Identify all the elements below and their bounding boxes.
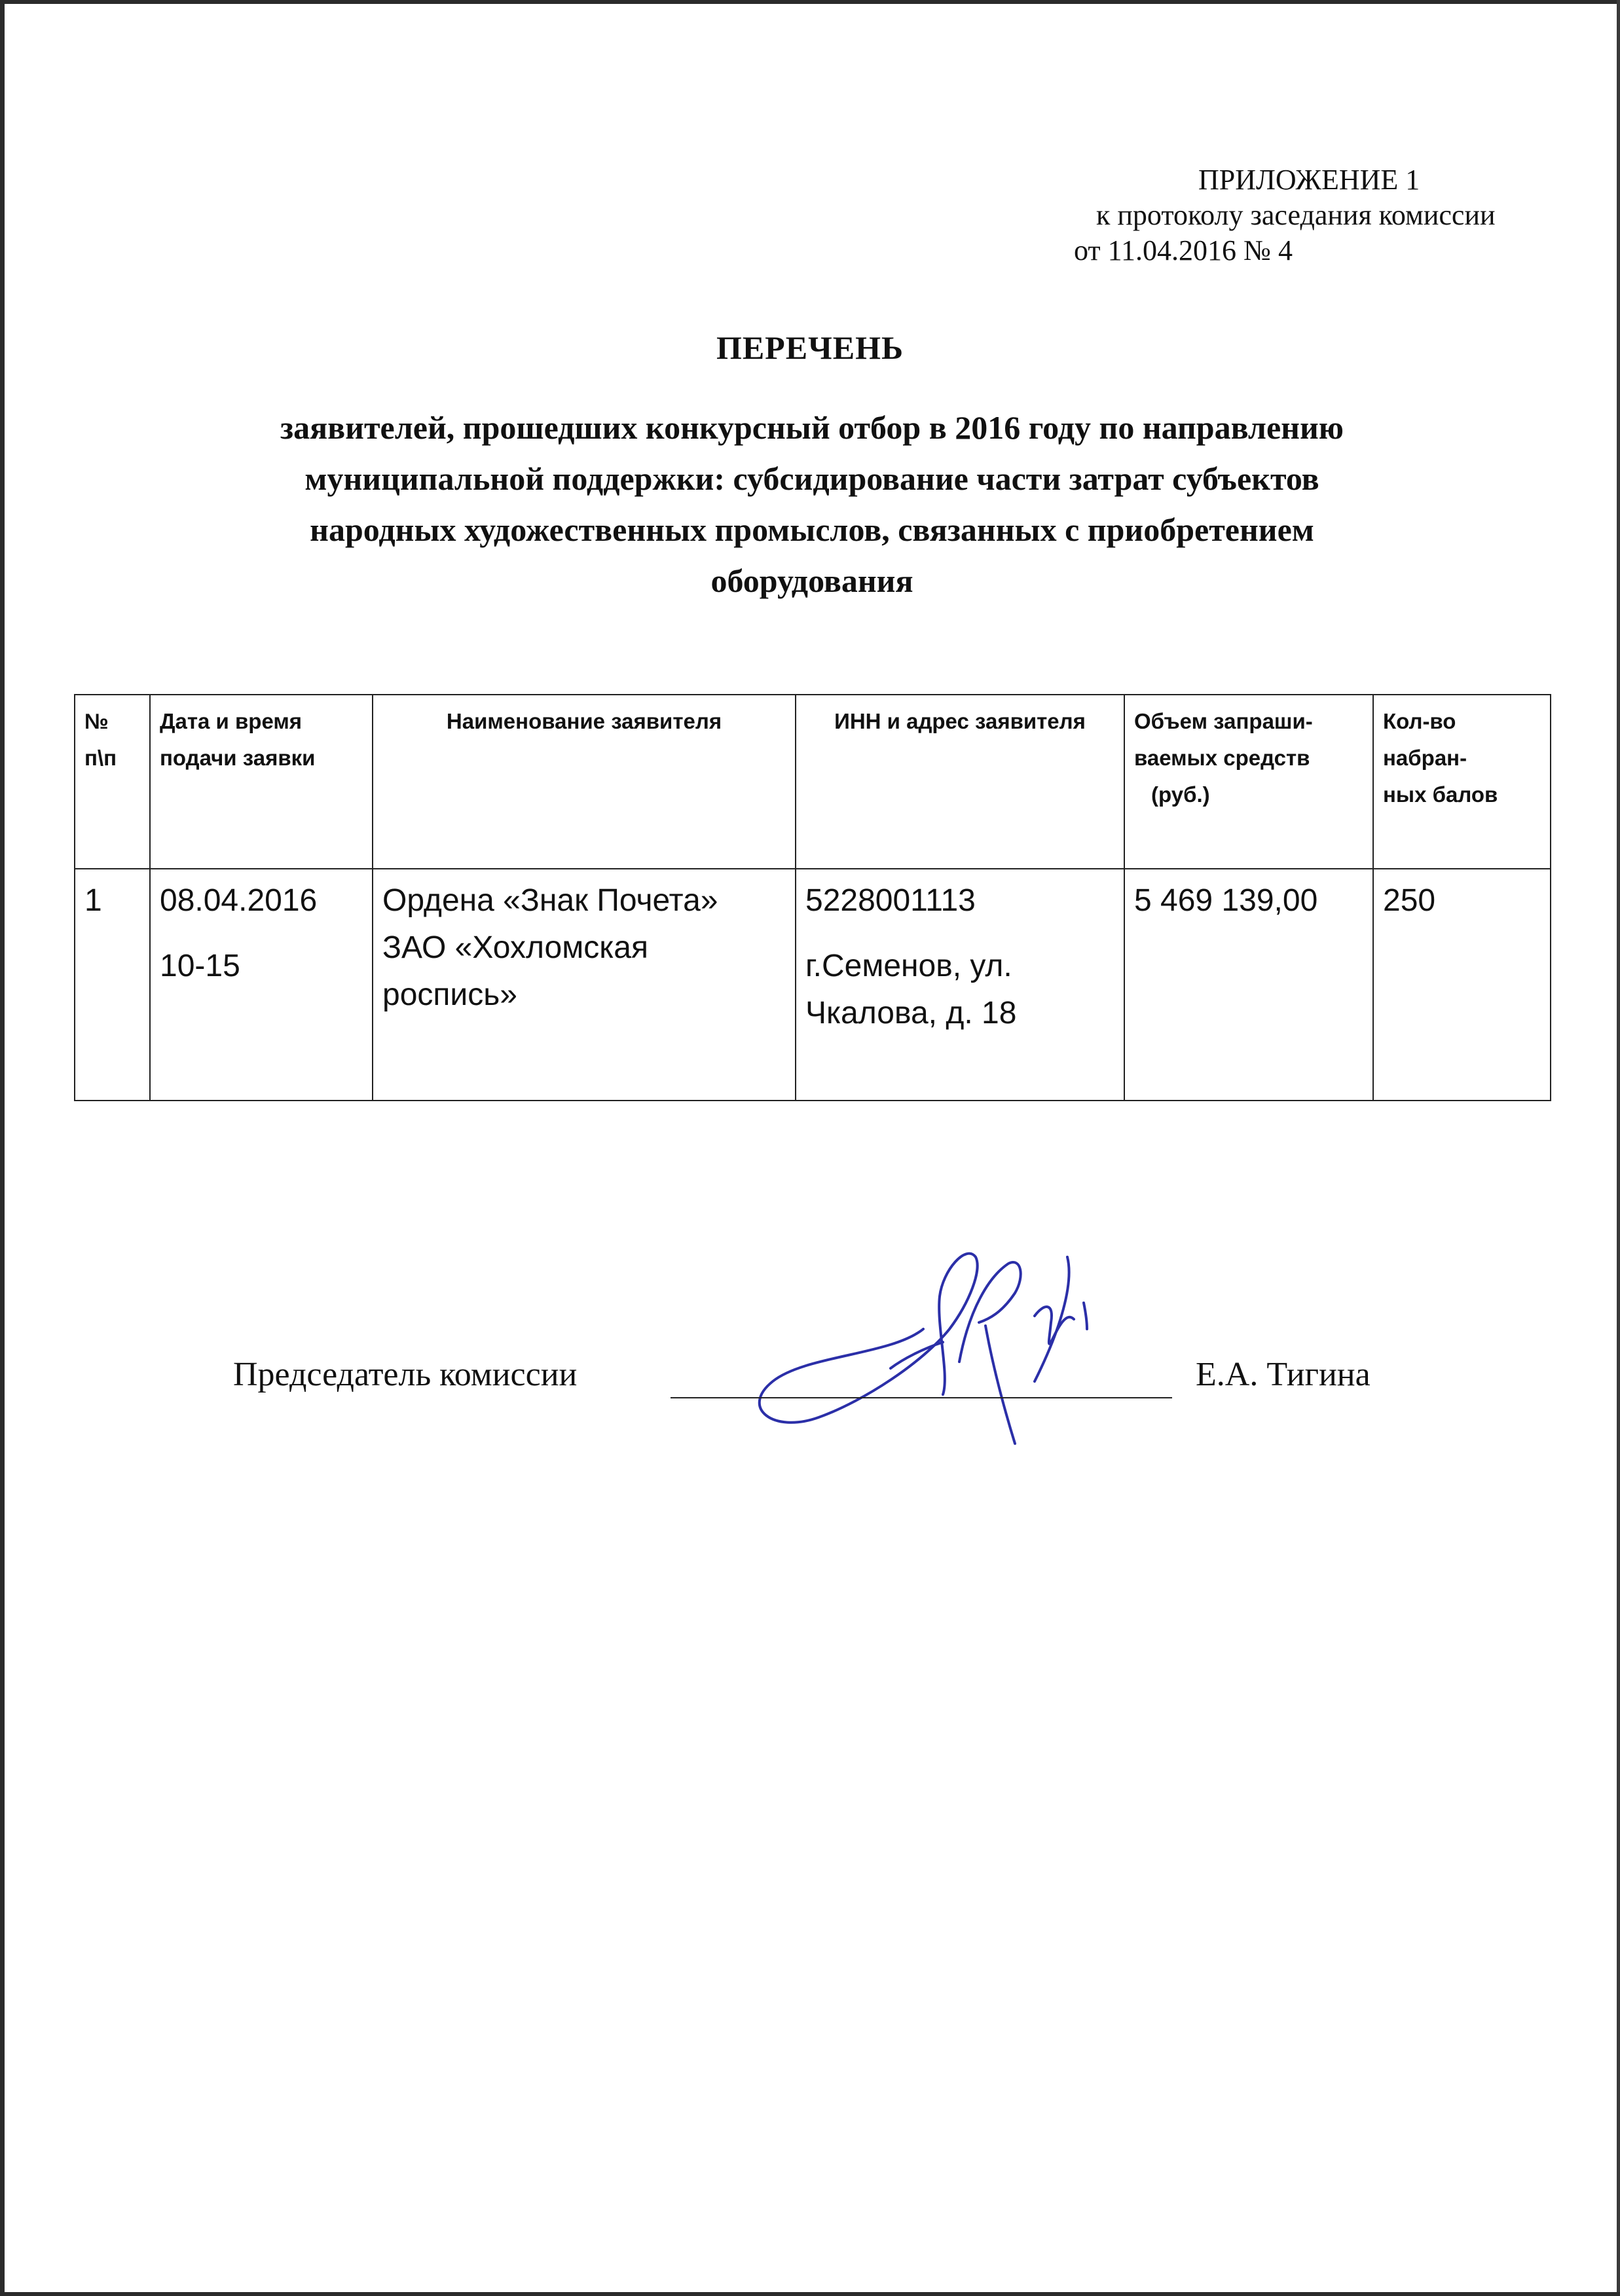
chair-position: Председатель комиссии: [233, 1356, 578, 1393]
table-header-row: [75, 695, 1551, 869]
document-title: ПЕРЕЧЕНЬ: [716, 329, 904, 366]
header-inn-address: ИНН и адрес заявителя: [796, 695, 1124, 869]
cell-applicant-name: Ордена «Знак Почета» ЗАО «Хохломская роспись»: [373, 869, 796, 1101]
table-row: [75, 869, 1551, 1101]
header-applicant-name: Наименование заявителя: [373, 695, 796, 869]
cell-date-time: [150, 869, 373, 1101]
cell-score: 250: [1373, 869, 1551, 1101]
document-subtitle: [196, 402, 1427, 606]
cell-number: 1: [75, 869, 150, 1101]
header-date: Дата и время подачи заявки: [150, 695, 373, 869]
cell-date: 08.04.2016: [160, 883, 318, 918]
cell-address: г.Семенов, ул.: [805, 949, 1012, 983]
applicants-table: [74, 694, 1551, 1101]
subtitle-line: муниципальной поддержки: субсидирование части затрат субъектов: [304, 460, 1319, 497]
appendix-header: [1074, 162, 1532, 268]
appendix-number: ПРИЛОЖЕНИЕ 1: [1198, 164, 1420, 196]
signature-block: [233, 1342, 1477, 1434]
cell-inn: 5228001113: [805, 883, 976, 918]
appendix-date: от 11.04.2016 № 4: [1074, 234, 1293, 266]
subtitle-line: народных художественных промыслов, связанных с приобретением: [310, 511, 1314, 548]
header-amount: Объем запраши- ваемых средств (руб.): [1124, 695, 1373, 869]
header-score: Кол-во набран- ных балов: [1373, 695, 1551, 869]
cell-time: 10-15: [160, 949, 240, 983]
scan-border-bottom: [0, 2292, 1620, 2296]
header-number: № п\п: [75, 695, 150, 869]
cell-amount: 5 469 139,00: [1124, 869, 1373, 1101]
cell-inn-address: 5228001113 г.Семенов, ул. Чкалова, д. 18: [796, 869, 1124, 1101]
subtitle-line: оборудования: [710, 562, 913, 599]
subtitle-line: заявителей, прошедших конкурсный отбор в 2016 году по направлению: [280, 409, 1344, 446]
chair-name: Е.А. Тигина: [1196, 1356, 1371, 1393]
signature-line: [671, 1397, 1172, 1398]
scan-border-top: [0, 0, 1620, 4]
appendix-reference: к протоколу заседания комиссии: [1096, 199, 1496, 231]
